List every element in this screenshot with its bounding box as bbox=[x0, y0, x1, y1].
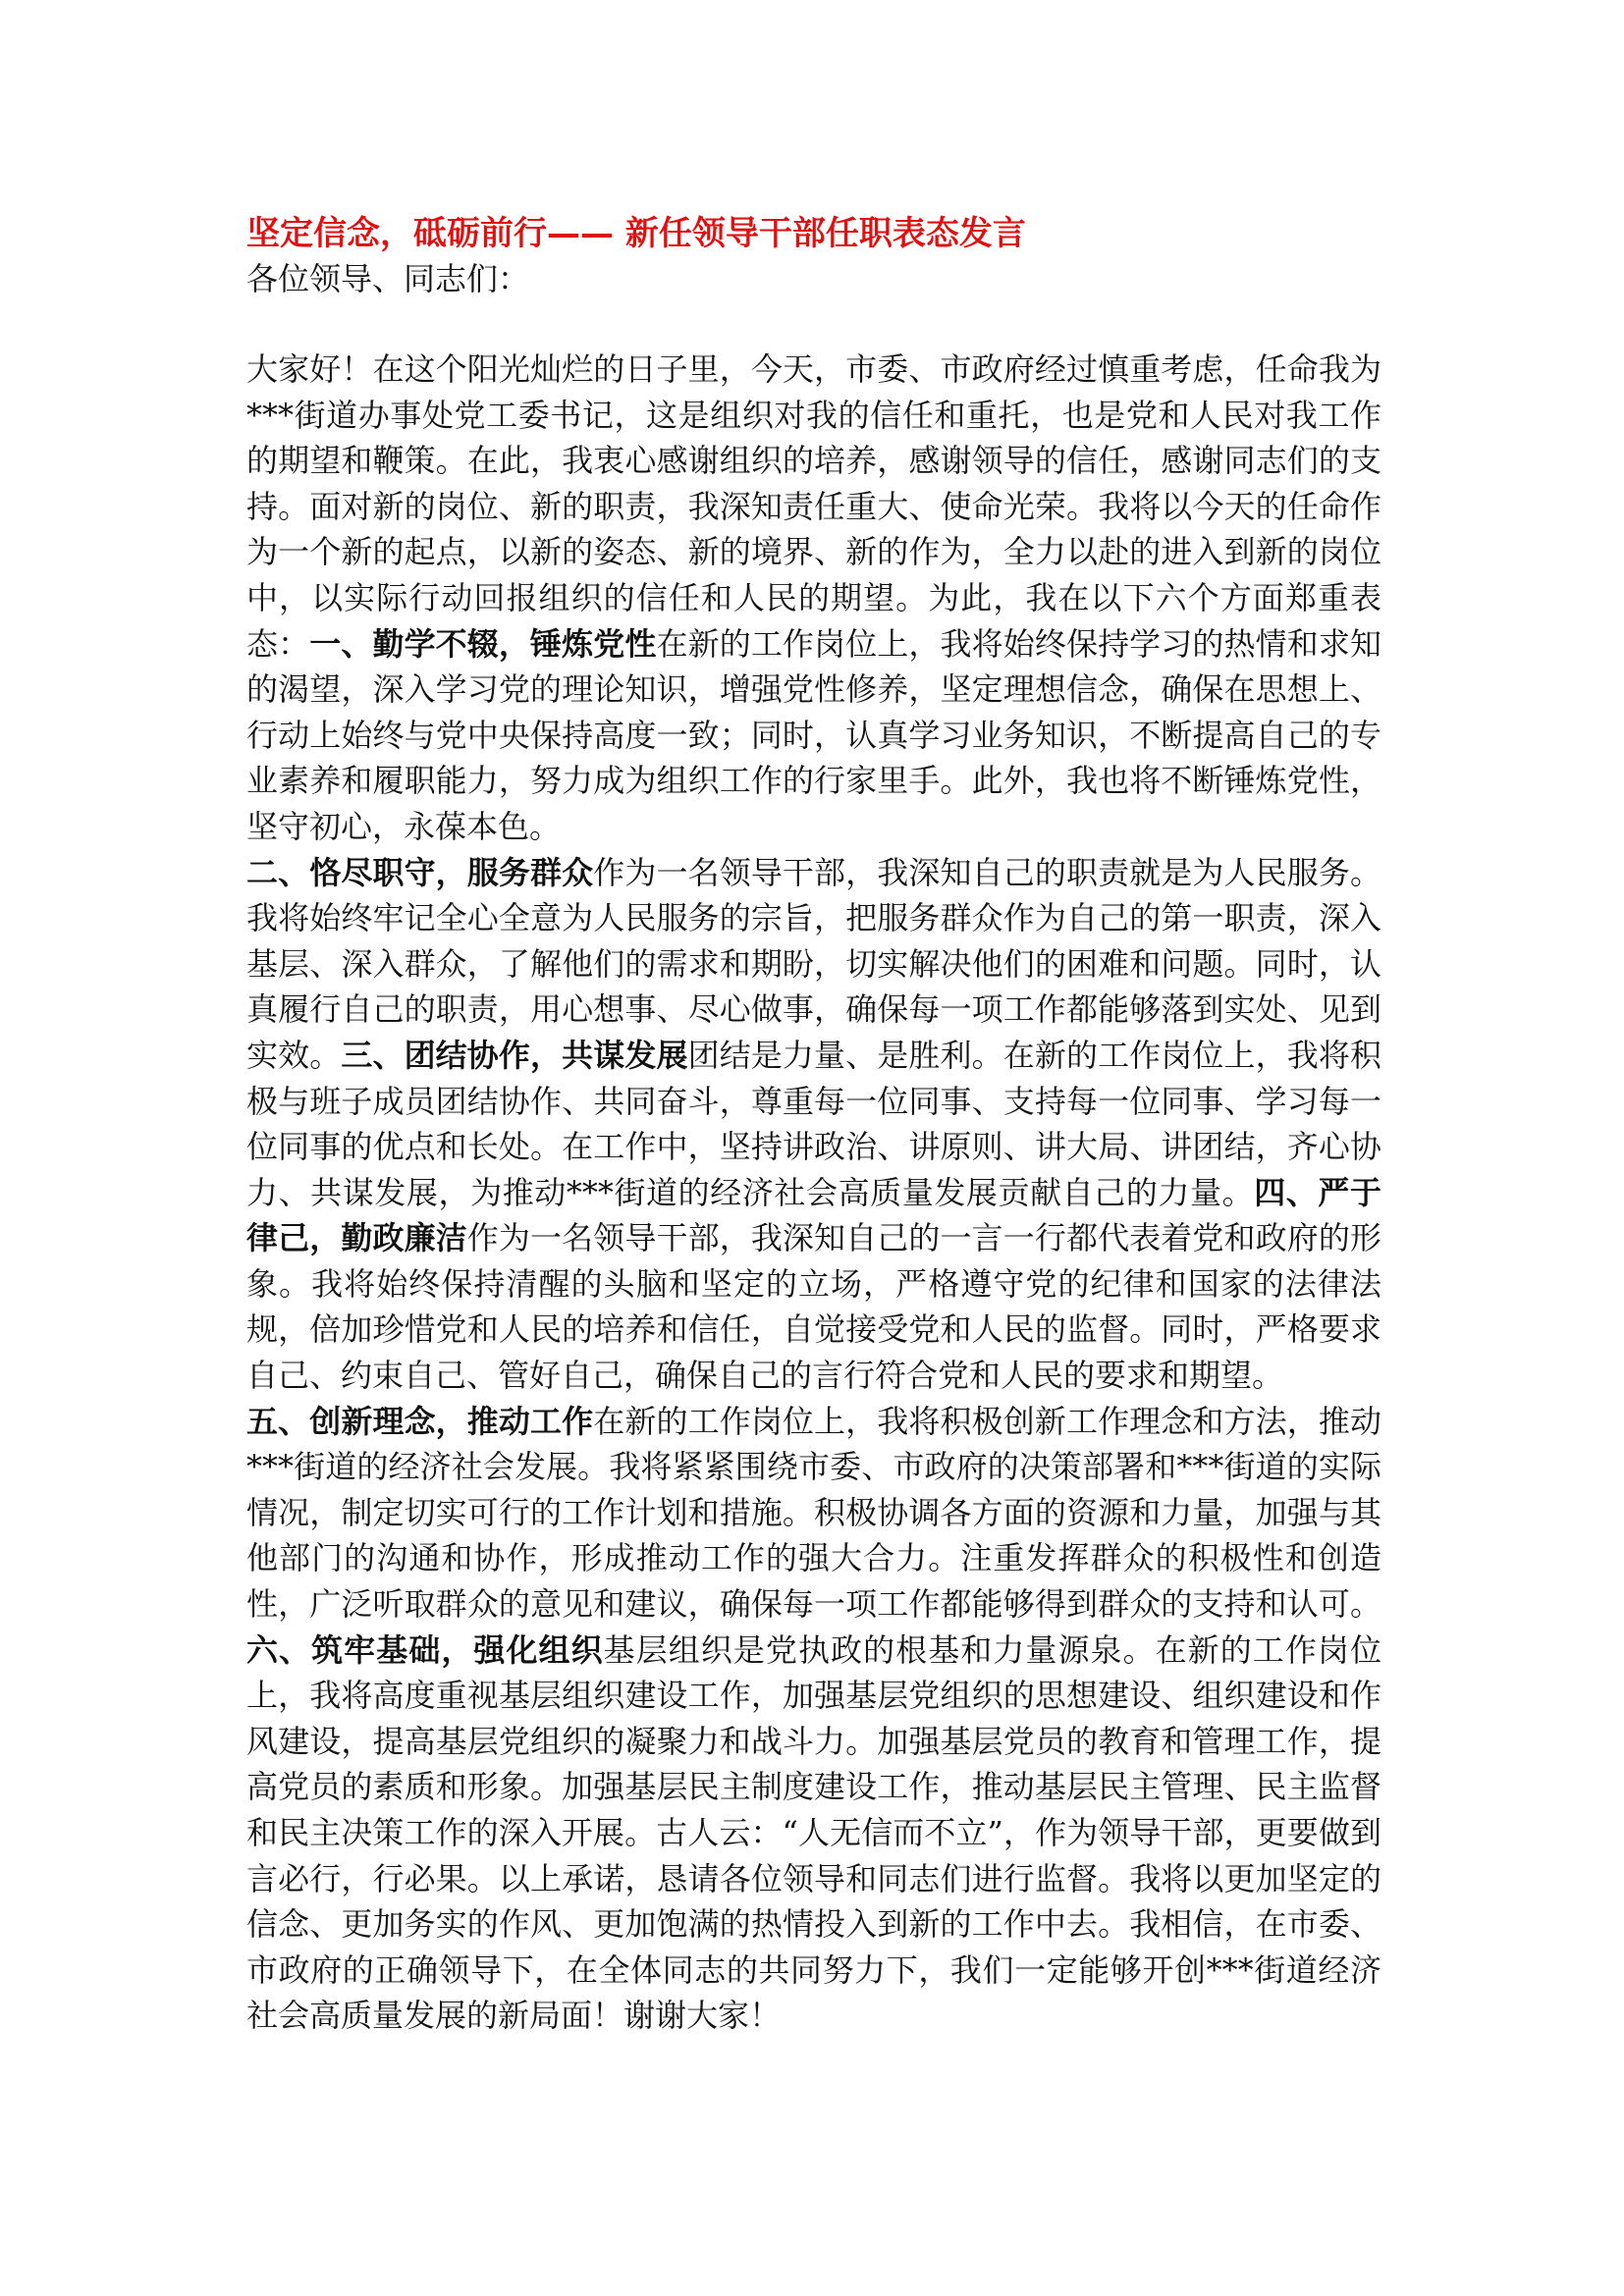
document-page bbox=[246, 211, 1381, 2039]
paragraph-2 bbox=[246, 850, 1381, 1399]
section-heading-5: 五、创新理念，推动工作 bbox=[246, 1402, 594, 1440]
section-text-3: 团结是力量、是胜利。在新的工作岗位上，我将积极与班子成员团结协作、共同奋斗，尊重每一位同事、支持每一位同事、学习每一位同事的优点和长处。在工作中，坚持讲政治、讲原则、讲大局、讲团结，齐心协力、共谋发展，为推动***街道的经济社会高质量发展贡献自己的力量。 bbox=[246, 1036, 1381, 1211]
section-text-6: 基层组织是党执政的根基和力量源泉。在新的工作岗位上，我将高度重视基层组织建设工作，加强基层党组织的思想建设、组织建设和作风建设，提高基层党组织的凝聚力和战斗力。加强基层党员的教育和管理工作，提高党员的素质和形象。加强基层民主制度建设工作，推动基层民主管理、民主监督和民主决策工作的深入开展。古人云：“人无信而不立”，作为领导干部，更要做到言必行，行必果。以上承诺，恳请各位领导和同志们进行监督。我将以更加坚定的信念、更加务实的作风、更加饱满的热情投入到新的工作中去。我相信，在市委、市政府的正确领导下，在全体同志的共同努力下，我们一定能够开创***街道经济社会高质量发展的新局面！谢谢大家！ bbox=[246, 1630, 1381, 2035]
section-heading-6: 六、筑牢基础，强化组织 bbox=[246, 1630, 604, 1669]
paragraph-1 bbox=[246, 347, 1381, 850]
section-heading-1: 一、勤学不辍，锤炼党性 bbox=[309, 624, 657, 663]
document-title: 坚定信念，砥砺前行—— 新任领导干部任职表态发言 bbox=[246, 214, 1026, 253]
section-heading-3: 三、团结协作，共谋发展 bbox=[341, 1036, 688, 1074]
section-heading-2: 二、恪尽职守，服务群众 bbox=[246, 853, 594, 891]
salutation: 各位领导、同志们： bbox=[246, 260, 530, 297]
paragraph-3 bbox=[246, 1399, 1381, 2039]
section-text-5: 在新的工作岗位上，我将积极创新工作理念和方法，推动***街道的经济社会发展。我将紧紧围绕市委、市政府的决策部署和***街道的实际情况，制定切实可行的工作计划和措施。积极协调各方面的资源和力量，加强与其他部门的沟通和协作，形成推动工作的强大合力。注重发挥群众的积极性和创造性，广泛听取群众的意见和建议，确保每一项工作都能够得到群众的支持和认可。 bbox=[246, 1402, 1381, 1624]
intro-text: 大家好！在这个阳光灿烂的日子里，今天，市委、市政府经过慎重考虑，任命我为***街道办事处党工委书记，这是组织对我的信任和重托，也是党和人民对我工作的期望和鞭策。在此，我衷心感谢组织的培养，感谢领导的信任，感谢同志们的支持。面对新的岗位、新的职责，我深知责任重大、使命光荣。我将以今天的任命作为一个新的起点，以新的姿态、新的境界、新的作为，全力以赴的进入到新的岗位中，以实际行动回报组织的信任和人民的期望。为此，我在以下六个方面郑重表态： bbox=[246, 350, 1381, 663]
section-text-1: 在新的工作岗位上，我将始终保持学习的热情和求知的渴望，深入学习党的理论知识，增强党性修养，坚定理想信念，确保在思想上、行动上始终与党中央保持高度一致；同时，认真学习业务知识，不断提高自己的专业素养和履职能力，努力成为组织工作的行家里手。此外，我也将不断锤炼党性，坚守初心，永葆本色。 bbox=[246, 624, 1381, 845]
section-text-2: 作为一名领导干部，我深知自己的职责就是为人民服务。我将始终牢记全心全意为人民服务的宗旨，把服务群众作为自己的第一职责，深入基层、深入群众，了解他们的需求和期盼，切实解决他们的困难和问题。同时，认真履行自己的职责，用心想事、尽心做事，确保每一项工作都能够落到实处、见到实效。 bbox=[246, 853, 1381, 1074]
section-text-4: 作为一名领导干部，我深知自己的一言一行都代表着党和政府的形象。我将始终保持清醒的头脑和坚定的立场，严格遵守党的纪律和国家的法律法规，倍加珍惜党和人民的培养和信任，自觉接受党和人民的监督。同时，严格要求自己、约束自己、管好自己，确保自己的言行符合党和人民的要求和期望。 bbox=[246, 1219, 1381, 1395]
section-heading-4: 四、严于律己，勤政廉洁 bbox=[246, 1173, 1381, 1257]
